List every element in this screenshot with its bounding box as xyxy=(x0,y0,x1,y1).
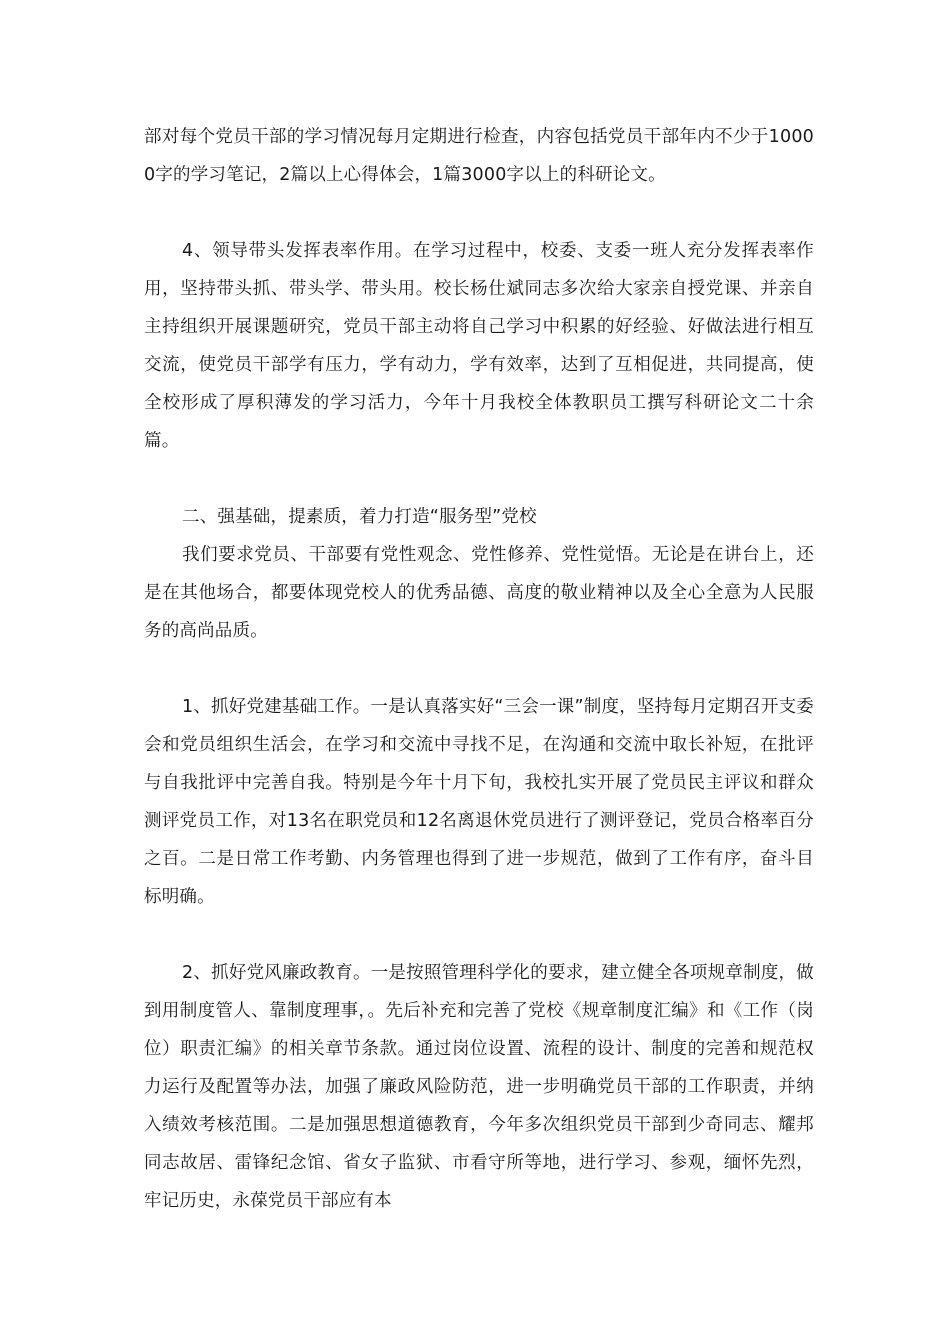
document-body xyxy=(144,118,814,1220)
paragraph-study-check: 部对每个党员干部的学习情况每月定期进行检查，内容包括党员干部年内不少于10000字的学习笔记，2篇以上心得体会，1篇3000字以上的科研论文。 xyxy=(144,127,814,185)
paragraph-party-spirit: 我们要求党员、干部要有党性观念、党性修养、党性觉悟。无论是在讲台上，还是在其他场合，都要体现党校人的优秀品德、高度的敬业精神以及全心全意为人民服务的高尚品质。 xyxy=(144,545,814,641)
section-heading-service-school: 二、强基础，提素质，着力打造“服务型”党校 xyxy=(182,507,537,527)
paragraph-party-building: 1、抓好党建基础工作。一是认真落实好“三会一课”制度，坚持每月定期召开支委会和党员组织生活会，在学习和交流中寻找不足，在沟通和交流中取长补短，在批评与自我批评中完善自我。特别是今年十月下旬，我校扎实开展了党员民主评议和群众测评党员工作，对13名在职党员和12名离退休党员进行了测评登记，党员合格率百分之百。二是日常工作考勤、内务管理也得到了进一步规范，做到了工作有序，奋斗目标明确。 xyxy=(144,697,814,907)
paragraph-integrity-education: 2、抓好党风廉政教育。一是按照管理科学化的要求，建立健全各项规章制度，做到用制度管人、靠制度理事，。先后补充和完善了党校《规章制度汇编》和《工作（岗位）职责汇编》的相关章节条款。通过岗位设置、流程的设计、制度的完善和规范权力运行及配置等办法，加强了廉政风险防范，进一步明确党员干部的工作职责，并纳入绩效考核范围。二是加强思想道德教育，今年多次组织党员干部到少奇同志、耀邦同志故居、雷锋纪念馆、省女子监狱、市看守所等地，进行学习、参观，缅怀先烈，牢记历史，永葆党员干部应有本 xyxy=(144,963,814,1211)
paragraph-leadership-example: 4、领导带头发挥表率作用。在学习过程中，校委、支委一班人充分发挥表率作用，坚持带头抓、带头学、带头用。校长杨仕斌同志多次给大家亲自授党课、并亲自主持组织开展课题研究，党员干部主动将自己学习中积累的好经验、好做法进行相互交流，使党员干部学有压力，学有动力，学有效率，达到了互相促进，共同提高，使全校形成了厚积薄发的学习活力，今年十月我校全体教职员工撰写科研论文二十余篇。 xyxy=(144,241,814,451)
